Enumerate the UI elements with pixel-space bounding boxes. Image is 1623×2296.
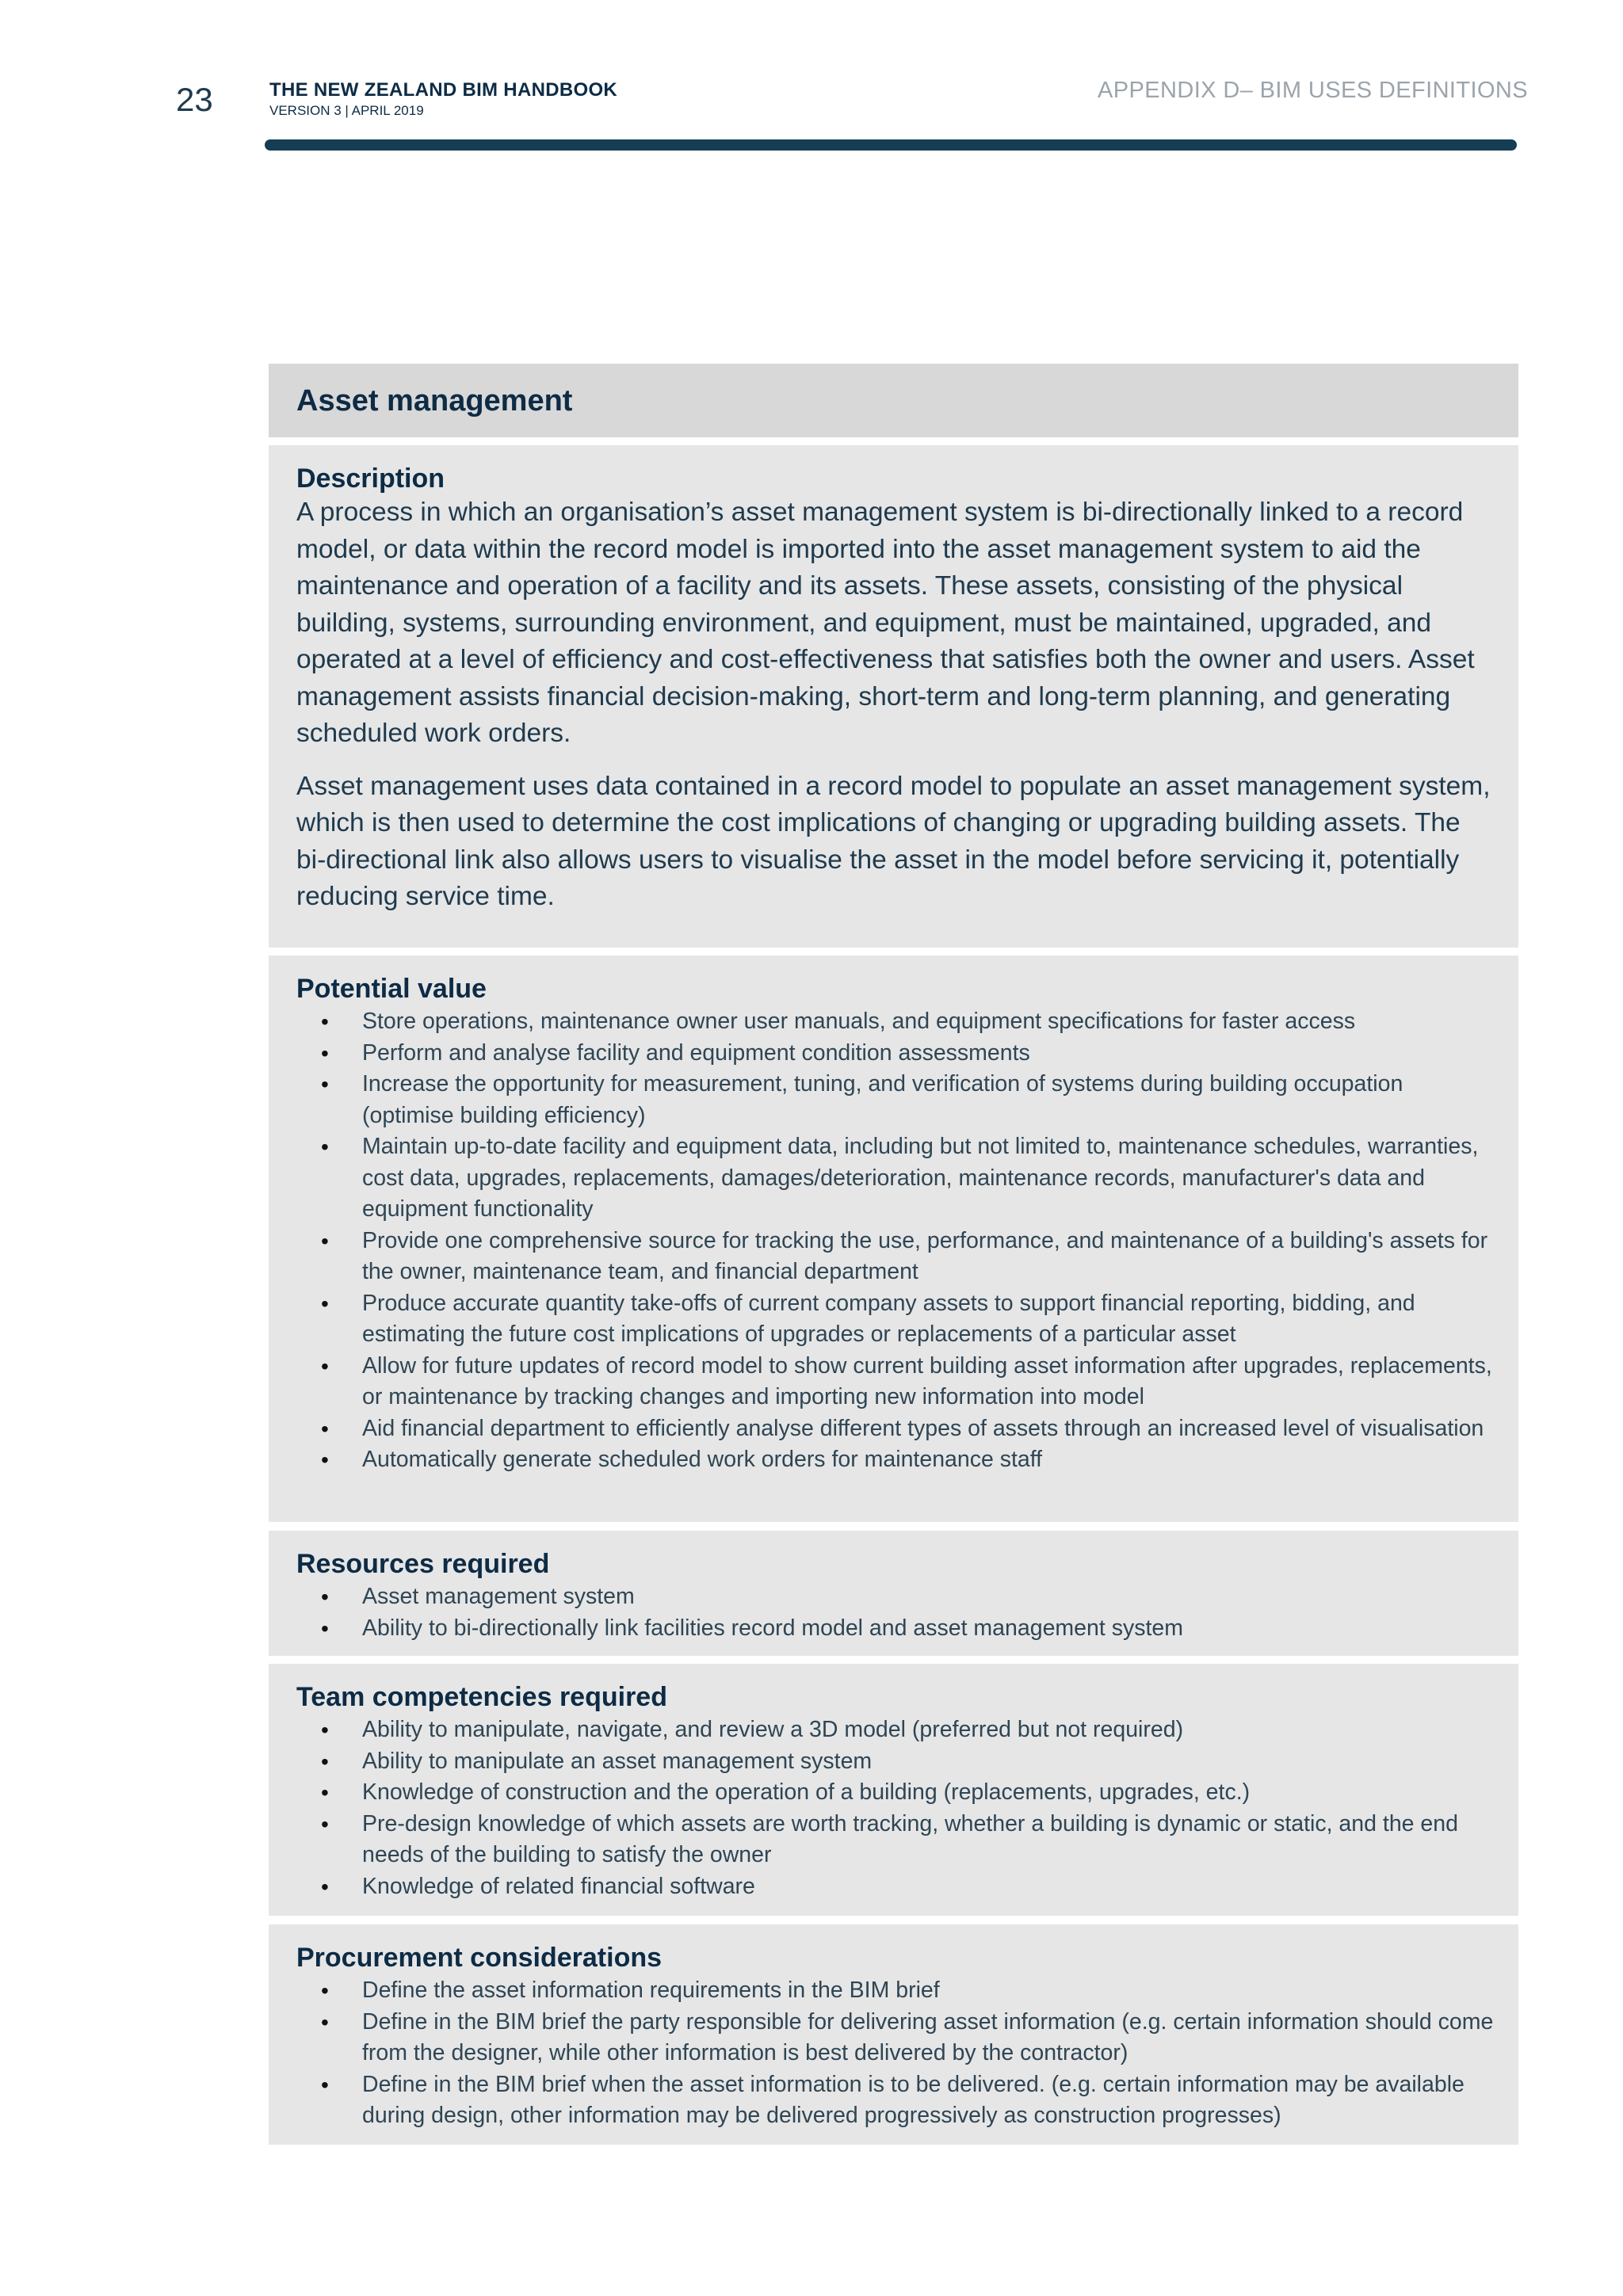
document-version: VERSION 3 | APRIL 2019 xyxy=(269,103,424,118)
resources-heading: Resources required xyxy=(296,1549,550,1579)
list-item: • Asset management system xyxy=(296,1581,1495,1613)
title-panel xyxy=(269,364,1518,437)
list-item: • Maintain up-to-date facility and equipment data, including but not limited to, maintenance schedules, warranties, cost data, upgrades, replacements, damages/deterioration, maintenance records, manufacturer's data and equipment functionality xyxy=(296,1131,1495,1226)
list-item: • Produce accurate quantity take-offs of current company assets to support financial reporting, bidding, and estimating the future cost implications of upgrades or replacements of a particular asset xyxy=(296,1288,1495,1351)
bullet-icon: • xyxy=(321,1718,329,1742)
list-item: • Ability to manipulate an asset management system xyxy=(296,1746,1495,1778)
bullet-icon: • xyxy=(321,1228,329,1253)
list-item: • Ability to bi-directionally link facilities record model and asset management system xyxy=(296,1613,1495,1645)
bullet-icon: • xyxy=(321,1874,329,1899)
resources-panel xyxy=(269,1531,1518,1656)
bullet-icon: • xyxy=(321,2009,329,2035)
list-item: • Allow for future updates of record model to show current building asset information after upgrades, replacements, or maintenance by tracking changes and importing new information into model xyxy=(296,1351,1495,1413)
bullet-icon: • xyxy=(321,1615,329,1641)
procurement-heading: Procurement considerations xyxy=(296,1943,663,1973)
bullet-icon: • xyxy=(321,2072,329,2097)
bullet-icon: • xyxy=(321,1416,329,1441)
bullet-icon: • xyxy=(321,1291,329,1316)
list-item: • Increase the opportunity for measurement, tuning, and verification of systems during building occupation (optimise building efficiency) xyxy=(296,1069,1495,1131)
description-paragraph: Asset management uses data contained in a record model to populate an asset management system, which is then used to determine the cost implications of changing or upgrading building assets. The bi-directional link also allows users to visualise the asset in the model before servicing it, potentially reducing service time. xyxy=(296,771,1491,911)
bullet-icon: • xyxy=(321,1040,329,1066)
team-competencies-heading: Team competencies required xyxy=(296,1682,667,1712)
bullet-icon: • xyxy=(321,1811,329,1836)
bullet-icon: • xyxy=(321,1009,329,1034)
list-item: • Knowledge of related financial software xyxy=(296,1871,1495,1903)
document-title: THE NEW ZEALAND BIM HANDBOOK xyxy=(269,79,618,101)
list-item: • Provide one comprehensive source for tracking the use, performance, and maintenance of a building's assets for the owner, maintenance team, and financial department xyxy=(296,1226,1495,1288)
bullet-icon: • xyxy=(321,1978,329,2003)
bullet-icon: • xyxy=(321,1135,329,1159)
list-item: • Store operations, maintenance owner user manuals, and equipment specifications for faster access xyxy=(296,1006,1495,1038)
potential-value-panel xyxy=(269,955,1518,1522)
team-competencies-panel xyxy=(269,1664,1518,1916)
description-panel xyxy=(269,445,1518,948)
list-item: • Perform and analyse facility and equipment condition assessments xyxy=(296,1038,1495,1070)
bullet-icon: • xyxy=(321,1072,329,1097)
list-item: • Pre-design knowledge of which assets are worth tracking, whether a building is dynamic or static, and the end needs of the building to satisfy the owner xyxy=(296,1809,1495,1871)
page-number: 23 xyxy=(176,81,213,118)
bullet-icon: • xyxy=(321,1447,329,1472)
bullet-icon: • xyxy=(321,1353,329,1379)
bullet-icon: • xyxy=(321,1749,329,1774)
header-rule xyxy=(265,139,1517,151)
resources-list xyxy=(296,1581,1495,1644)
appendix-heading: APPENDIX D– BIM USES DEFINITIONS xyxy=(1098,78,1528,103)
list-item: • Automatically generate scheduled work orders for maintenance staff xyxy=(296,1444,1495,1476)
list-item: • Define in the BIM brief when the asset information is to be delivered. (e.g. certain information may be available during design, other information may be delivered progressively as construction progresses) xyxy=(296,2069,1495,2132)
list-item: • Knowledge of construction and the operation of a building (replacements, upgrades, etc.) xyxy=(296,1777,1495,1809)
potential-value-heading: Potential value xyxy=(296,974,487,1004)
team-competencies-list xyxy=(296,1714,1495,1902)
list-item: • Define the asset information requirements in the BIM brief xyxy=(296,1975,1495,2007)
potential-value-list xyxy=(296,1006,1495,1476)
description-paragraph: A process in which an organisation’s asset management system is bi-directionally linked to a record model, or data within the record model is imported into the asset management system to aid the maintenance and operation of a facility and its assets. These assets, consisting of the physical building, systems, surrounding environment, and equipment, must be maintained, upgraded, and operated at a level of efficiency and cost-effectiveness that satisfies both the owner and users. Asset management assists financial decision-making, short-term and long-term planning, and generating scheduled work orders. xyxy=(296,498,1475,748)
bullet-icon: • xyxy=(321,1585,329,1609)
page-title: Asset management xyxy=(296,384,573,418)
list-item: • Ability to manipulate, navigate, and review a 3D model (preferred but not required) xyxy=(296,1714,1495,1746)
description-heading: Description xyxy=(296,463,445,494)
list-item: • Aid financial department to efficiently analyse different types of assets through an increased level of visualisation xyxy=(296,1413,1495,1445)
list-item: • Define in the BIM brief the party responsible for delivering asset information (e.g. certain information should come from the designer, while other information is best delivered by the contractor) xyxy=(296,2007,1495,2069)
procurement-list xyxy=(296,1975,1495,2132)
procurement-panel xyxy=(269,1924,1518,2145)
bullet-icon: • xyxy=(321,1780,329,1805)
